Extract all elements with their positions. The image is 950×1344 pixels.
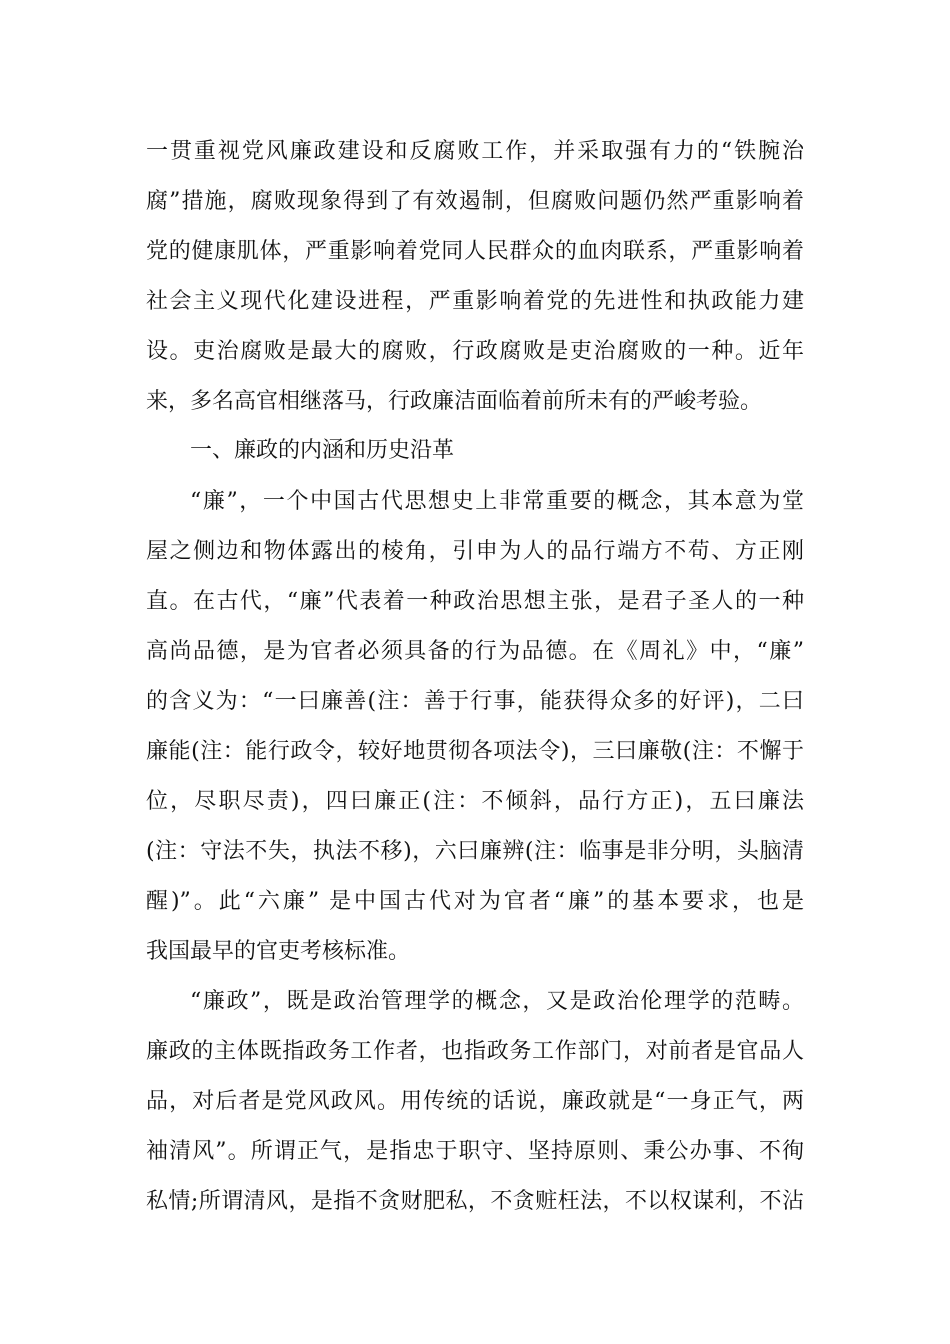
- text-line: 我国最早的官吏考核标准。: [146, 939, 411, 964]
- text-line: (注：守法不失，执法不移)，六曰廉辨(注：临事是非分明，头脑清: [146, 839, 804, 864]
- text-line: 廉能(注：能行政令，较好地贯彻各项法令)，三曰廉敬(注：不懈于: [146, 739, 804, 764]
- text-line: 来，多名高官相继落马，行政廉洁面临着前所未有的严峻考验。: [146, 389, 763, 414]
- text-line: 位，尽职尽责)，四曰廉正(注：不倾斜，品行方正)，五曰廉法: [146, 789, 804, 814]
- text-line: “廉政”，既是政治管理学的概念，又是政治伦理学的范畴。: [190, 989, 804, 1014]
- text-line: 设。吏治腐败是最大的腐败，行政腐败是吏治腐败的一种。近年: [146, 339, 804, 364]
- text-line: 屋之侧边和物体露出的棱角，引申为人的品行端方不苟、方正刚: [146, 539, 804, 564]
- text-line: 高尚品德，是为官者必须具备的行为品德。在《周礼》中，“廉”: [146, 639, 804, 664]
- text-line: 社会主义现代化建设进程，严重影响着党的先进性和执政能力建: [146, 289, 804, 314]
- text-line: “廉”，一个中国古代思想史上非常重要的概念，其本意为堂: [190, 489, 804, 514]
- text-line: 醒)”。此“六廉” 是中国古代对为官者“廉”的基本要求，也是: [146, 889, 804, 914]
- text-line: 一贯重视党风廉政建设和反腐败工作，并采取强有力的“铁腕治: [146, 139, 804, 164]
- text-line: 腐”措施，腐败现象得到了有效遏制，但腐败问题仍然严重影响着: [146, 189, 804, 214]
- text-line: 的含义为：“一曰廉善(注：善于行事，能获得众多的好评)，二曰: [146, 689, 804, 714]
- text-line: 私情;所谓清风，是指不贪财肥私，不贪赃枉法，不以权谋利，不沾: [146, 1189, 804, 1214]
- text-line: 党的健康肌体，严重影响着党同人民群众的血肉联系，严重影响着: [146, 239, 804, 264]
- text-line: 袖清风”。所谓正气，是指忠于职守、坚持原则、秉公办事、不徇: [146, 1139, 804, 1164]
- section-heading: 一、廉政的内涵和历史沿革: [190, 438, 455, 463]
- text-line: 直。在古代，“廉”代表着一种政治思想主张，是君子圣人的一种: [146, 589, 804, 614]
- text-line: 廉政的主体既指政务工作者，也指政务工作部门，对前者是官品人: [146, 1039, 804, 1064]
- text-line: 品，对后者是党风政风。用传统的话说，廉政就是“一身正气，两: [146, 1089, 804, 1114]
